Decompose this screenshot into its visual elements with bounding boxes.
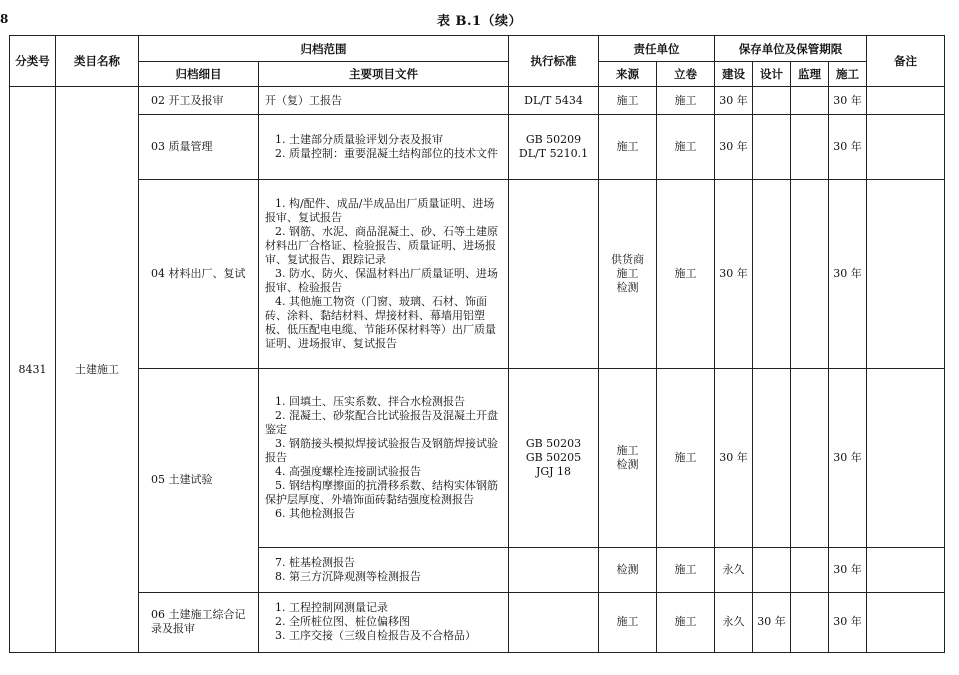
build-cell: 永久	[715, 548, 753, 592]
file-line: 5. 钢结构摩擦面的抗滑移系数、结构实体钢筋保护层厚度、外墙饰面砖黏结强度检测报告	[265, 479, 498, 507]
file-line: 1. 工程控制网测量记录	[275, 601, 388, 615]
file-line: 开（复）工报告	[265, 93, 342, 107]
header-supervision: 监理	[791, 62, 829, 87]
source-cell	[599, 115, 657, 179]
standard-cell	[509, 115, 599, 179]
source-line: 检测	[616, 458, 639, 472]
table-row	[10, 368, 945, 547]
remark-cell	[867, 179, 945, 368]
supervision-cell	[791, 368, 829, 547]
file-line: 1. 土建部分质量验评划分表及报审	[275, 132, 443, 146]
page-marker: 8	[0, 12, 9, 26]
construction-cell: 30 年	[829, 548, 867, 592]
source-cell	[599, 87, 657, 115]
item-cell: 03 质量管理	[139, 115, 259, 179]
header-main-files: 主要项目文件	[259, 62, 509, 87]
group-code: 8431	[10, 87, 56, 653]
files-cell	[259, 548, 509, 592]
standard-line: JGJ 18	[535, 465, 572, 479]
standard-cell	[509, 592, 599, 652]
header-retention: 保存单位及保管期限	[715, 36, 867, 62]
design-cell: 30 年	[753, 592, 791, 652]
construction-cell: 30 年	[829, 179, 867, 368]
source-cell	[599, 592, 657, 652]
file-line: 3. 工序交接（三级自检报告及不合格品）	[275, 629, 476, 643]
filing-cell: 施工	[657, 592, 715, 652]
filing-cell: 施工	[657, 115, 715, 179]
source-line: 施工	[616, 444, 639, 458]
remark-cell	[867, 87, 945, 115]
file-line: 3. 防水、防火、保温材料出厂质量证明、进场报审、检验报告	[265, 266, 498, 294]
standard-cell	[509, 179, 599, 368]
standard-line: DL/T 5434	[524, 93, 583, 107]
table-row	[10, 592, 945, 652]
header-category: 类目名称	[56, 36, 139, 87]
table-caption: 表 B.1（续）	[436, 14, 523, 29]
header-construction: 施工	[829, 62, 867, 87]
file-line: 3. 钢筋接头模拟焊接试验报告及钢筋焊接试验报告	[265, 437, 498, 465]
construction-cell: 30 年	[829, 87, 867, 115]
header-design: 设计	[753, 62, 791, 87]
remark-cell	[867, 592, 945, 652]
item-cell: 02 开工及报审	[139, 87, 259, 115]
supervision-cell	[791, 87, 829, 115]
standard-line: DL/T 5210.1	[518, 146, 589, 160]
filing-cell: 施工	[657, 548, 715, 592]
file-line: 4. 其他施工物资（门窗、玻璃、石材、饰面砖、涂料、黏结材料、焊接材料、幕墙用铝塑板、低压配电电缆、节能环保材料等）出厂质量证明、进场报审、复试报告	[265, 294, 496, 350]
source-cell	[599, 548, 657, 592]
table-row	[10, 87, 945, 115]
source-cell	[599, 179, 657, 368]
filing-cell: 施工	[657, 87, 715, 115]
group-category: 土建施工	[56, 87, 139, 653]
item-cell: 06 土建施工综合记录及报审	[139, 592, 259, 652]
item-cell: 04 材料出厂、复试	[139, 179, 259, 368]
source-line: 检测	[616, 280, 639, 294]
file-line: 6. 其他检测报告	[275, 507, 355, 521]
file-line: 7. 桩基检测报告	[275, 555, 355, 569]
archive-table	[9, 35, 945, 653]
supervision-cell	[791, 115, 829, 179]
standard-cell	[509, 548, 599, 592]
filing-cell: 施工	[657, 179, 715, 368]
table-row	[10, 115, 945, 179]
files-cell	[259, 179, 509, 368]
design-cell	[753, 179, 791, 368]
standard-line: GB 50205	[525, 451, 582, 465]
standard-cell	[509, 87, 599, 115]
supervision-cell	[791, 592, 829, 652]
files-cell	[259, 592, 509, 652]
supervision-cell	[791, 179, 829, 368]
file-line: 2. 全所桩位图、桩位偏移图	[275, 615, 410, 629]
remark-cell	[867, 368, 945, 547]
header-remark: 备注	[867, 36, 945, 87]
item-cell: 05 土建试验	[139, 368, 259, 592]
source-cell	[599, 368, 657, 547]
build-cell: 30 年	[715, 179, 753, 368]
source-line: 供货商	[611, 252, 644, 266]
file-line: 2. 质量控制：重要混凝土结构部位的技术文件	[275, 146, 498, 160]
file-line: 8. 第三方沉降观测等检测报告	[275, 569, 421, 583]
standard-cell	[509, 368, 599, 547]
files-cell	[259, 87, 509, 115]
source-line: 检测	[616, 562, 639, 576]
build-cell: 30 年	[715, 368, 753, 547]
header-archive-detail: 归档细目	[139, 62, 259, 87]
file-line: 1. 回填土、压实系数、拌合水检测报告	[275, 395, 465, 409]
files-cell	[259, 368, 509, 547]
remark-cell	[867, 115, 945, 179]
header-source: 来源	[599, 62, 657, 87]
remark-cell	[867, 548, 945, 592]
header-responsible: 责任单位	[599, 36, 715, 62]
design-cell	[753, 548, 791, 592]
header-standard: 执行标准	[509, 36, 599, 87]
build-cell: 30 年	[715, 115, 753, 179]
source-line: 施工	[616, 266, 639, 280]
design-cell	[753, 368, 791, 547]
header-code: 分类号	[10, 36, 56, 87]
file-line: 1. 构/配件、成品/半成品出厂质量证明、进场报审、复试报告	[265, 196, 495, 224]
standard-line: GB 50203	[525, 437, 582, 451]
supervision-cell	[791, 548, 829, 592]
source-line: 施工	[616, 615, 639, 629]
standard-line: GB 50209	[525, 132, 582, 146]
construction-cell: 30 年	[829, 115, 867, 179]
table-row	[10, 179, 945, 368]
header-build: 建设	[715, 62, 753, 87]
files-cell	[259, 115, 509, 179]
source-line: 施工	[616, 139, 639, 153]
file-line: 4. 高强度螺栓连接副试验报告	[275, 465, 421, 479]
filing-cell: 施工	[657, 368, 715, 547]
header-filing: 立卷	[657, 62, 715, 87]
build-cell: 30 年	[715, 87, 753, 115]
design-cell	[753, 115, 791, 179]
file-line: 2. 钢筋、水泥、商品混凝土、砂、石等土建原材料出厂合格证、检验报告、质量证明、进场报审、复试报告、跟踪记录	[265, 224, 498, 266]
design-cell	[753, 87, 791, 115]
source-line: 施工	[616, 93, 639, 107]
construction-cell: 30 年	[829, 592, 867, 652]
file-line: 2. 混凝土、砂浆配合比试验报告及混凝土开盘鉴定	[265, 409, 498, 437]
construction-cell: 30 年	[829, 368, 867, 547]
header-archive-scope: 归档范围	[139, 36, 509, 62]
build-cell: 永久	[715, 592, 753, 652]
